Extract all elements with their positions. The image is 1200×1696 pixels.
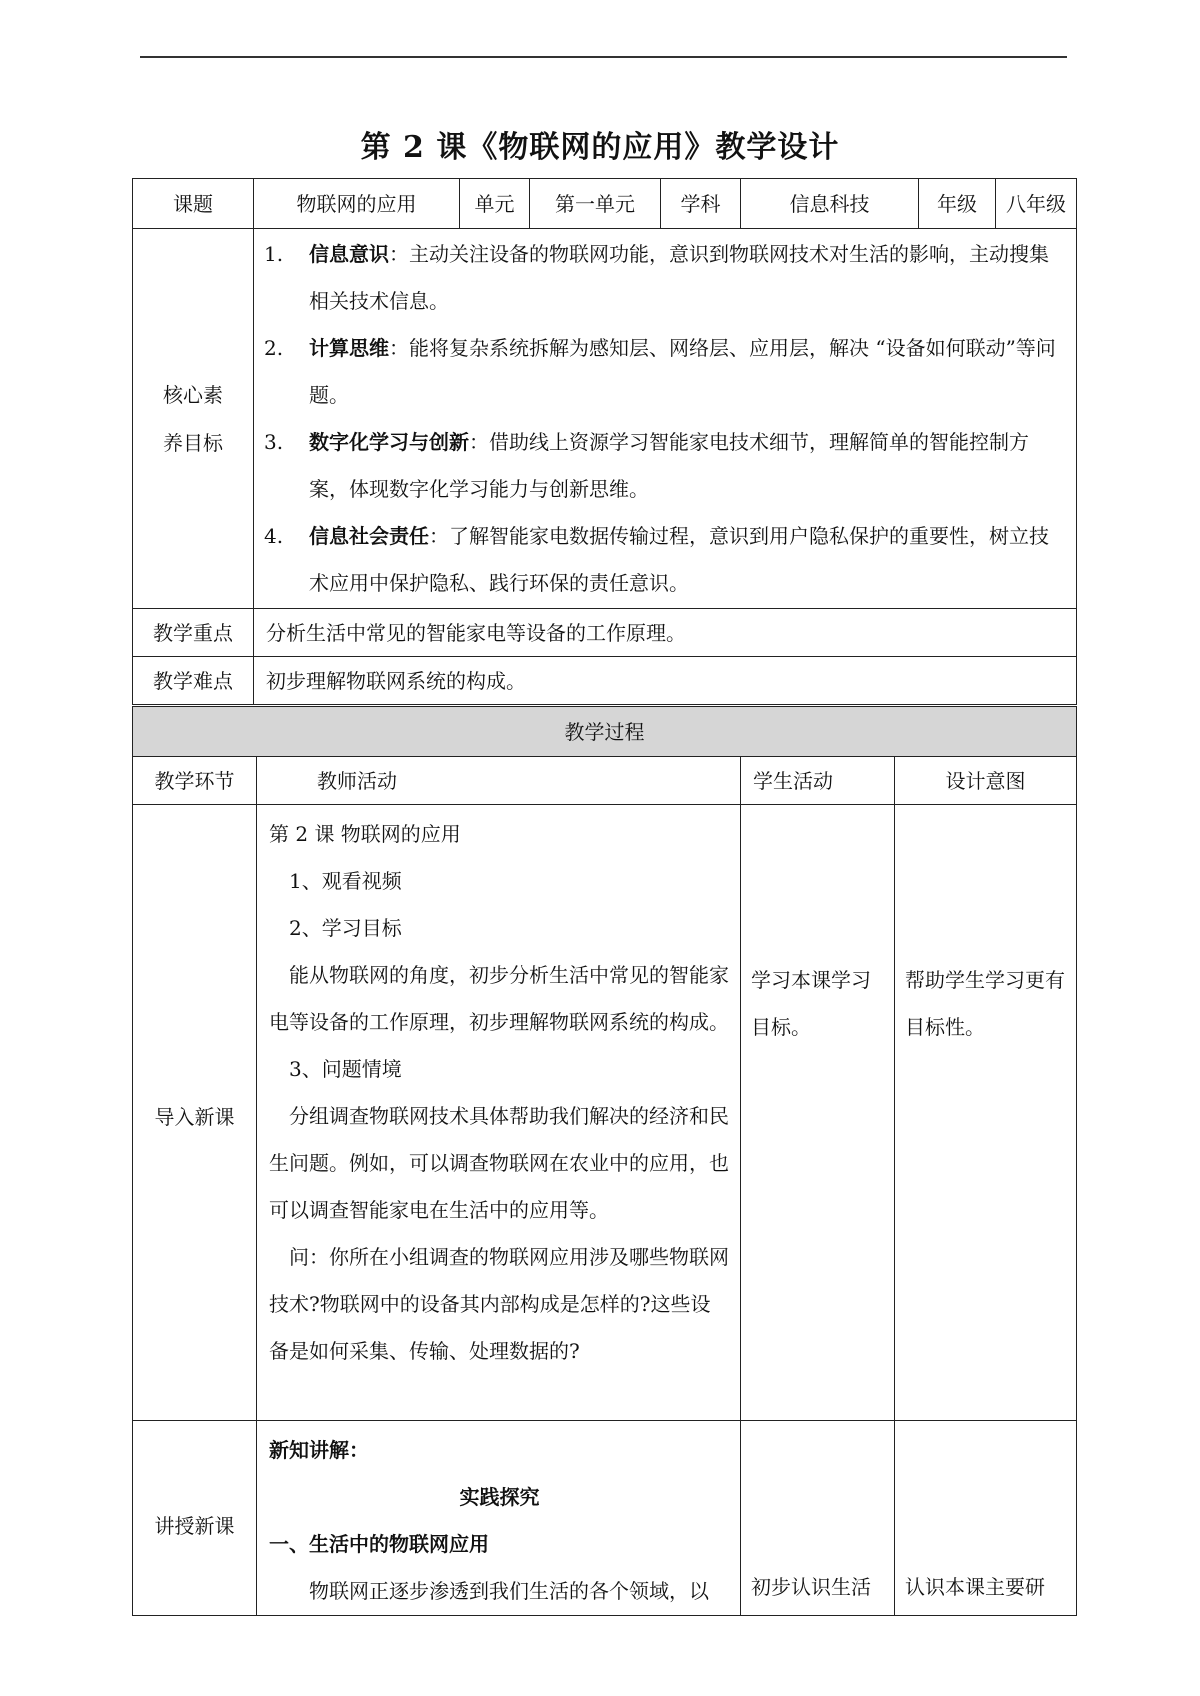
section-heading: 一、生活中的物联网应用 [269,1532,489,1556]
goal-number: 3. [264,429,284,454]
topic-label: 课题 [133,179,254,229]
subject-label: 学科 [661,179,741,229]
question-paragraph: 问：你所在小组调查的物联网应用涉及哪些物联网技术?物联网中的设备其内部构成是怎样的?这些设备是如何采集、传输、处理数据的? [269,1245,729,1363]
intro-teacher-activity [257,805,741,1421]
goal-text: ：借助线上资源学习智能家电技术细节，理解简单的智能控制方案，体现数字化学习能力与创新思维。 [309,429,1029,501]
difficulty-text: 初步理解物联网系统的构成。 [254,657,1077,705]
teach-stage: 讲授新课 [133,1421,257,1616]
teach-student-activity: 初步认识生活 [741,1421,895,1616]
goal-text: ：能将复杂系统拆解为感知层、网络层、应用层，解决 “设备如何联动”等问题。 [309,335,1056,407]
column-header-intent: 设计意图 [895,757,1077,805]
process-band-row [133,707,1077,757]
unit-value: 第一单元 [530,179,661,229]
goals-row [133,229,1077,609]
goal-number: 2. [264,335,284,360]
header-row [133,179,1077,229]
goal-number: 1. [264,241,284,266]
goals-paragraph: 能从物联网的角度，初步分析生活中常见的智能家电等设备的工作原理，初步理解物联网系统的构成。 [269,963,729,1034]
intro-design-intent: 帮助学生学习更有目标性。 [895,805,1077,1421]
difficulty-row [133,657,1077,705]
goal-text: ：了解智能家电数据传输过程，意识到用户隐私保护的重要性，树立技术应用中保护隐私、践行环保的责任意识。 [309,523,1049,595]
scenario-paragraph: 分组调查物联网技术具体帮助我们解决的经济和民生问题。例如，可以调查物联网在农业中的应用，也可以调查智能家电在生活中的应用等。 [269,1104,729,1222]
goal-title: 信息意识 [309,241,389,266]
header-rule [140,56,1067,58]
practice-heading: 实践探究 [459,1485,540,1509]
goal-title: 计算思维 [309,335,389,360]
goal-title: 数字化学习与创新 [309,429,469,454]
goal-text: ：主动关注设备的物联网功能，意识到物联网技术对生活的影响，主动搜集相关技术信息。 [309,241,1049,313]
intro-row [133,805,1077,1421]
column-header-stage: 教学环节 [133,757,257,805]
unit-label: 单元 [460,179,530,229]
teach-design-intent: 认识本课主要研 [895,1421,1077,1616]
goal-item [254,325,1076,419]
intro-student-activity: 学习本课学习目标。 [741,805,895,1421]
goals-cell [254,229,1077,609]
key-point-text: 分析生活中常见的智能家电等设备的工作原理。 [254,609,1077,657]
grade-label: 年级 [919,179,996,229]
subject-value: 信息科技 [741,179,919,229]
teach-teacher-activity [257,1421,741,1616]
grade-value: 八年级 [996,179,1077,229]
goals-label-line-2: 养目标 [163,430,223,455]
process-header-row [133,757,1077,805]
key-point-row [133,609,1077,657]
goal-item [254,231,1076,325]
teach-row [133,1421,1077,1616]
step-watch-video: 1、观看视频 [289,869,402,893]
column-header-student: 学生活动 [741,757,895,805]
process-band: 教学过程 [133,707,1077,757]
lesson-info-table [132,178,1077,705]
goal-title: 信息社会责任 [309,523,429,548]
intro-stage: 导入新课 [133,805,257,1421]
difficulty-label: 教学难点 [133,657,254,705]
process-table [132,706,1077,1616]
column-header-teacher: 教师活动 [257,757,741,805]
goal-number: 4. [264,523,284,548]
document-title: 第 2 课《物联网的应用》教学设计 [360,130,840,165]
goal-item [254,419,1076,513]
goals-label [133,229,254,609]
goal-item [254,513,1076,607]
key-point-label: 教学重点 [133,609,254,657]
goals-label-line-1: 核心素 [163,382,223,407]
topic-value: 物联网的应用 [254,179,460,229]
lesson-heading: 第 2 课 物联网的应用 [269,822,461,846]
section-paragraph: 物联网正逐步渗透到我们生活的各个领域，以 [309,1579,709,1603]
step-problem-scenario: 3、问题情境 [289,1057,402,1081]
step-learning-goals: 2、学习目标 [289,916,402,940]
new-knowledge-heading: 新知讲解： [269,1438,369,1462]
